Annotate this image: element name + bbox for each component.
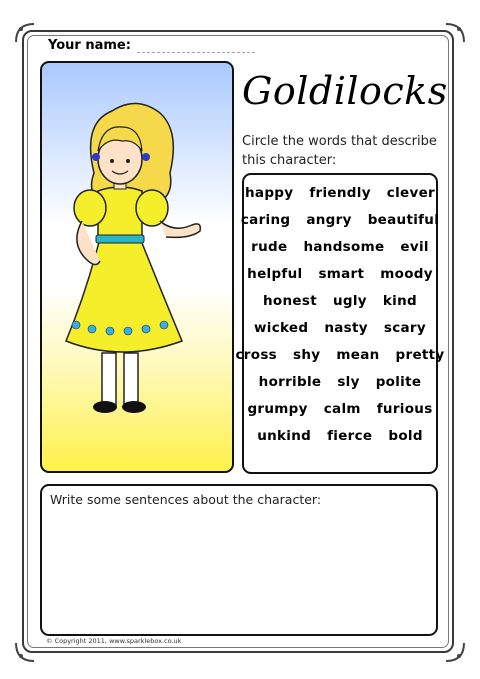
word-option[interactable]: honest xyxy=(263,293,317,309)
character-picture-box xyxy=(40,61,234,473)
word-row xyxy=(235,347,445,363)
word-option[interactable]: scary xyxy=(383,320,426,336)
page-title: Goldilocks xyxy=(242,69,448,113)
word-option[interactable]: polite xyxy=(375,374,422,390)
word-option[interactable]: cross xyxy=(235,347,278,363)
word-option[interactable]: smart xyxy=(318,266,365,282)
word-option[interactable]: shy xyxy=(293,347,321,363)
word-row xyxy=(244,401,436,417)
word-option[interactable]: beautiful xyxy=(367,212,440,228)
word-option[interactable]: nasty xyxy=(324,320,368,336)
word-bank xyxy=(235,173,445,474)
name-label: Your name: xyxy=(48,38,131,53)
word-row xyxy=(244,185,436,201)
word-option[interactable]: clever xyxy=(386,185,435,201)
word-option[interactable]: horrible xyxy=(258,374,322,390)
goldilocks-illustration xyxy=(42,63,232,471)
word-row xyxy=(244,428,436,444)
word-option[interactable]: grumpy xyxy=(247,401,308,417)
word-option[interactable]: ugly xyxy=(332,293,367,309)
word-row xyxy=(244,266,436,282)
word-row xyxy=(244,293,436,309)
word-option[interactable]: mean xyxy=(336,347,380,363)
word-option[interactable]: kind xyxy=(382,293,417,309)
word-row xyxy=(240,212,440,228)
word-option[interactable]: handsome xyxy=(303,239,385,255)
word-option[interactable]: sly xyxy=(337,374,360,390)
word-option[interactable]: wicked xyxy=(254,320,309,336)
word-option[interactable]: rude xyxy=(251,239,288,255)
writing-prompt: Write some sentences about the character: xyxy=(50,492,322,507)
word-option[interactable]: fierce xyxy=(327,428,373,444)
corner-ornament-icon xyxy=(14,641,36,663)
word-option[interactable]: unkind xyxy=(257,428,312,444)
word-option[interactable]: moody xyxy=(380,266,433,282)
name-row xyxy=(48,38,255,53)
name-field[interactable] xyxy=(137,40,255,53)
word-option[interactable]: calm xyxy=(323,401,361,417)
word-option[interactable]: happy xyxy=(245,185,294,201)
corner-ornament-icon xyxy=(444,22,466,44)
word-option[interactable]: bold xyxy=(388,428,423,444)
corner-ornament-icon xyxy=(444,641,466,663)
word-option[interactable]: evil xyxy=(400,239,429,255)
word-option[interactable]: pretty xyxy=(395,347,445,363)
word-option[interactable]: helpful xyxy=(247,266,303,282)
word-row xyxy=(244,374,436,390)
instructions-text: Circle the words that describe this character: xyxy=(242,134,437,168)
corner-ornament-icon xyxy=(14,22,36,44)
word-row xyxy=(244,239,436,255)
word-option[interactable]: furious xyxy=(376,401,433,417)
word-option[interactable]: friendly xyxy=(309,185,371,201)
copyright-footer: © Copyright 2011, www.sparklebox.co.uk xyxy=(46,637,182,645)
word-row xyxy=(244,320,436,336)
word-option[interactable]: angry xyxy=(306,212,352,228)
word-option[interactable]: caring xyxy=(240,212,291,228)
writing-area[interactable] xyxy=(40,484,438,636)
